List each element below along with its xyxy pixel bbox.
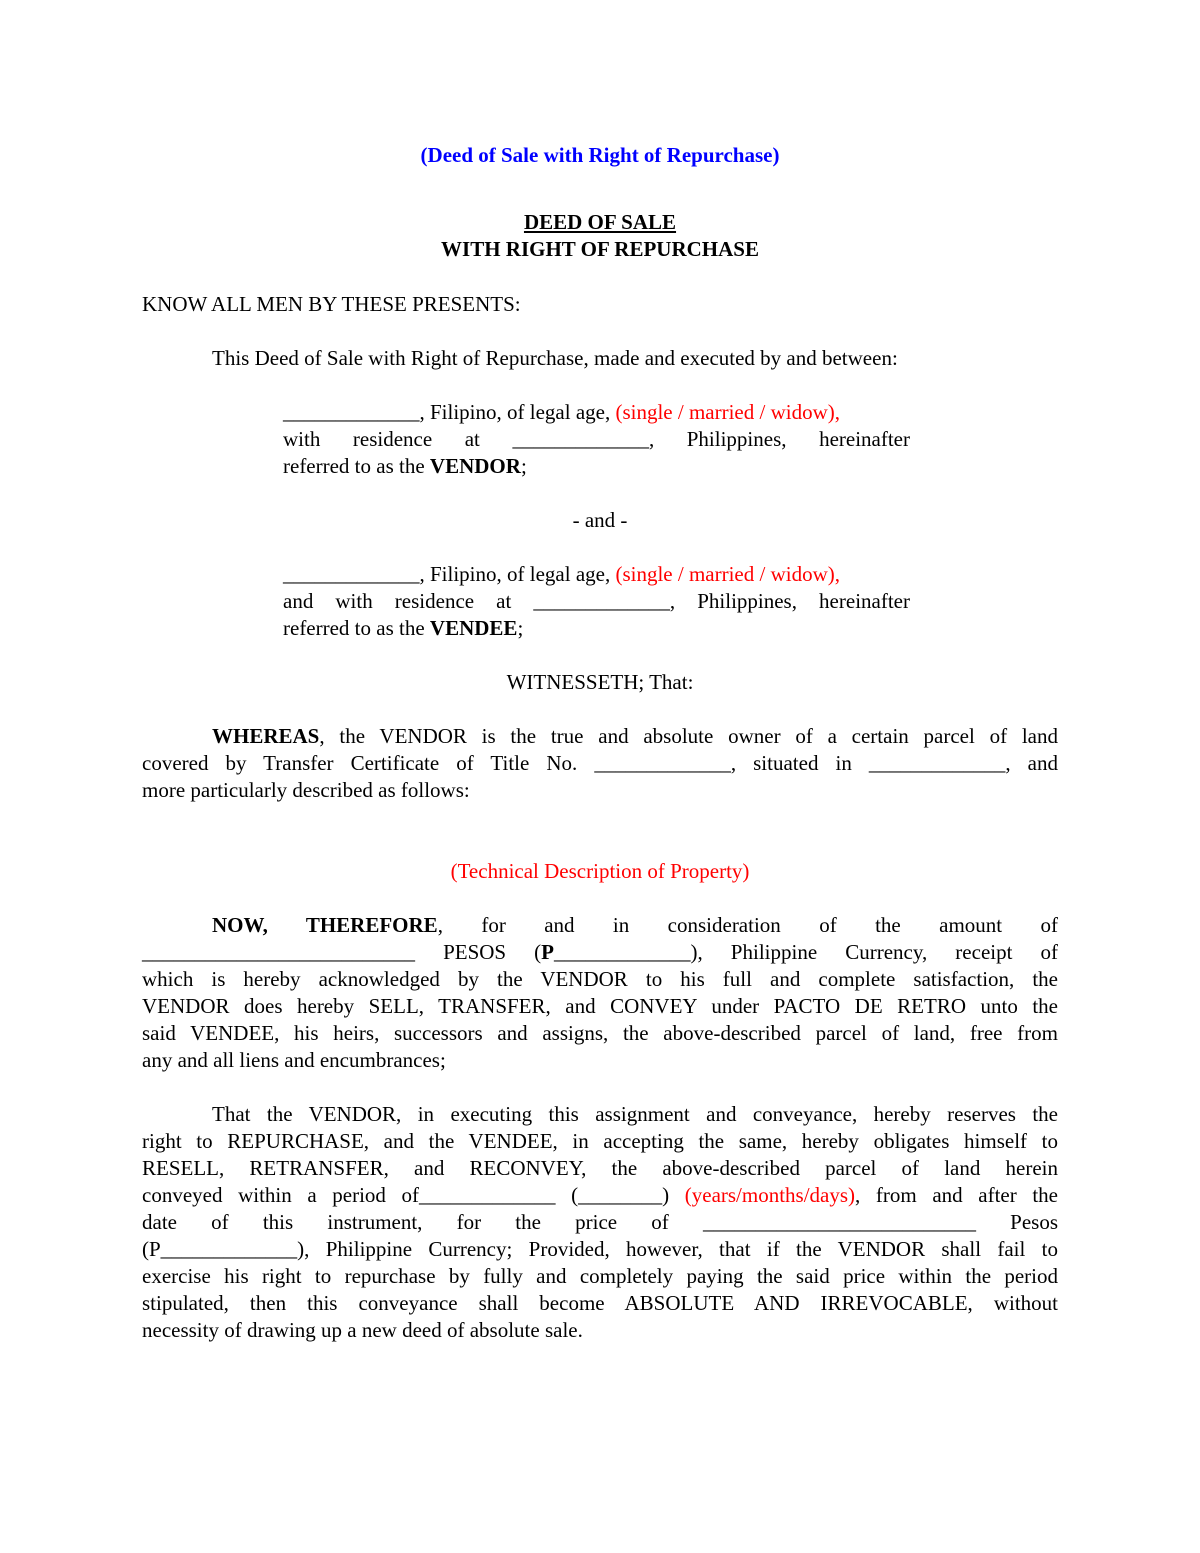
vendee-line-1 xyxy=(283,561,840,588)
reserve-line-1: That the VENDOR, in executing this assignment and conveyance, hereby reserves the xyxy=(212,1102,1058,1126)
reserve-line-6: (P_____________), Philippine Currency; Provided, however, that if the VENDOR shall fail to xyxy=(142,1237,1058,1261)
vendee-name-blank: _____________, Filipino, of legal age, xyxy=(283,562,616,586)
now-therefore-line-1: NOW, THEREFORE, for and in consideration of the amount of xyxy=(212,913,1058,937)
now-therefore-line-2: __________________________ PESOS (P_____________), Philippine Currency, receipt of xyxy=(142,940,1058,964)
know-all-men-heading: KNOW ALL MEN BY THESE PRESENTS: xyxy=(142,292,521,316)
document-title-line-2: WITH RIGHT OF REPURCHASE xyxy=(441,237,759,261)
vendee-line-3: referred to as the VENDEE; xyxy=(283,616,524,640)
reserve-line-7: exercise his right to repurchase by fully and completely paying the said price within the period xyxy=(142,1264,1058,1288)
reserve-line-9: necessity of drawing up a new deed of absolute sale. xyxy=(142,1318,583,1342)
period-unit-options: (years/months/days) xyxy=(684,1183,856,1207)
vendee-role: VENDEE xyxy=(429,616,518,640)
whereas-line-2: covered by Transfer Certificate of Title No. _____________, situated in _____________, and xyxy=(142,751,1058,775)
now-therefore-line-6: any and all liens and encumbrances; xyxy=(142,1048,446,1072)
and-separator: - and - xyxy=(572,508,628,532)
document-title-line-1: DEED OF SALE xyxy=(523,210,677,234)
witnesseth-heading: WITNESSETH; That: xyxy=(506,670,694,694)
vendor-name-blank: _____________, Filipino, of legal age, xyxy=(283,400,616,424)
intro-sentence: This Deed of Sale with Right of Repurchase, made and executed by and between: xyxy=(212,346,898,370)
document-banner: (Deed of Sale with Right of Repurchase) xyxy=(420,143,780,167)
vendor-line-3: referred to as the VENDOR; xyxy=(283,454,527,478)
now-therefore-line-4: VENDOR does hereby SELL, TRANSFER, and CONVEY under PACTO DE RETRO unto the xyxy=(142,994,1058,1018)
vendee-line-2: and with residence at _____________, Philippines, hereinafter xyxy=(283,589,910,613)
vendor-line-1 xyxy=(283,399,840,426)
vendor-civil-status: (single / married / widow), xyxy=(615,400,840,424)
vendor-line-2: with residence at _____________, Philippines, hereinafter xyxy=(283,427,910,451)
reserve-line-4: conveyed within a period of_____________ (________) (years/months/days), from and after the xyxy=(142,1183,1058,1207)
now-therefore-line-5: said VENDEE, his heirs, successors and assigns, the above-described parcel of land, free from xyxy=(142,1021,1058,1045)
whereas-line-3: more particularly described as follows: xyxy=(142,778,470,802)
reserve-line-3: RESELL, RETRANSFER, and RECONVEY, the above-described parcel of land herein xyxy=(142,1156,1058,1180)
whereas-line-1: WHEREAS, the VENDOR is the true and absolute owner of a certain parcel of land xyxy=(212,724,1058,748)
reserve-line-8: stipulated, then this conveyance shall become ABSOLUTE AND IRREVOCABLE, without xyxy=(142,1291,1058,1315)
vendor-role: VENDOR xyxy=(429,454,521,478)
technical-description-placeholder: (Technical Description of Property) xyxy=(450,859,750,883)
reserve-line-5: date of this instrument, for the price of __________________________ Pesos xyxy=(142,1210,1058,1234)
now-therefore-line-3: which is hereby acknowledged by the VENDOR to his full and complete satisfaction, the xyxy=(142,967,1058,991)
reserve-line-2: right to REPURCHASE, and the VENDEE, in accepting the same, hereby obligates himself to xyxy=(142,1129,1058,1153)
vendee-civil-status: (single / married / widow), xyxy=(615,562,840,586)
